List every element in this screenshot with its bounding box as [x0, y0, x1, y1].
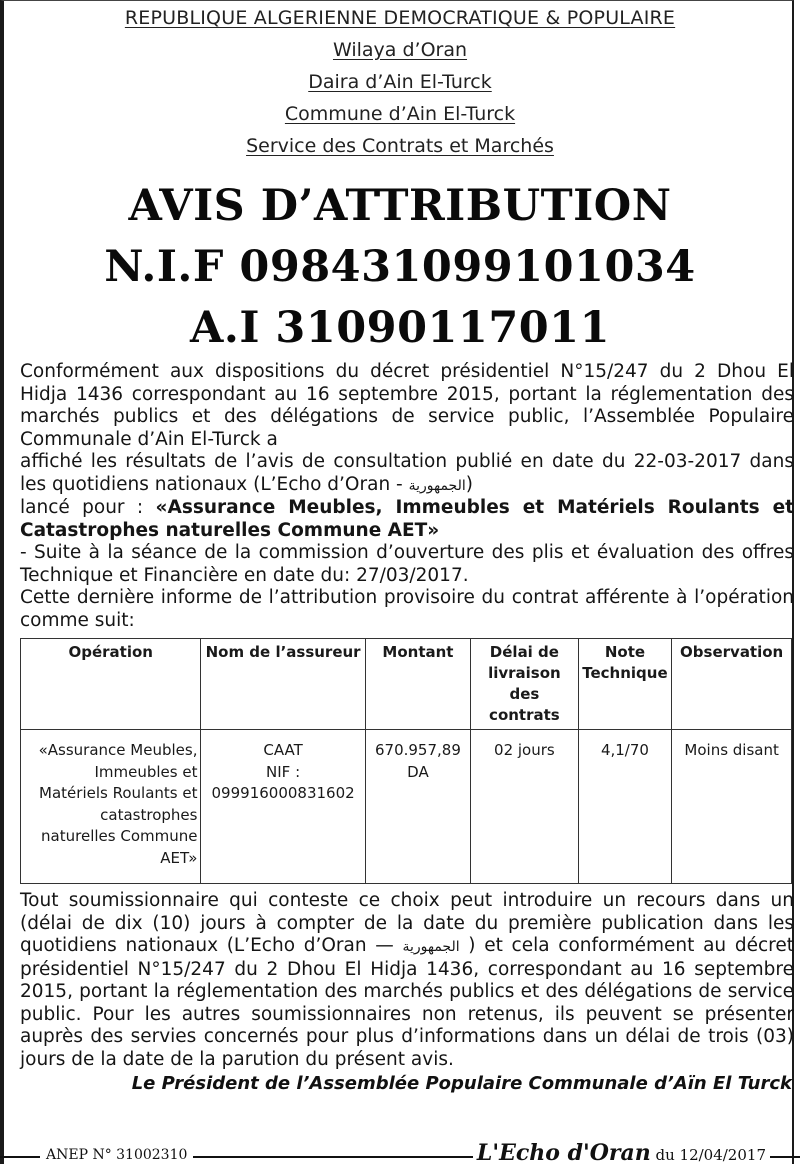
closing-paragraph [0, 890, 800, 1071]
body-paragraph-launch [20, 497, 794, 542]
closing-text [20, 890, 794, 1071]
signature-line: Le Président de l’Assemblée Populaire Communale d’Aïn El Turck [131, 1073, 792, 1094]
header-montant: Montant [365, 639, 470, 730]
body-paragraph-decree: Conformément aux dispositions du décret présidentiel N°15/247 du 2 Dhou El Hidja 1436 correspondant au 16 septembre 2015, portant la réglementation des marchés publics et des délégations de service public, l’Assemblée Populaire Communale d’Ain El-Turck a [20, 361, 794, 450]
cell-operation: «Assurance Meubles, Immeubles et Matériels Roulants et catastrophes naturelles Commune AET» [21, 730, 201, 884]
service-line: Service des Contrats et Marchés [246, 135, 554, 157]
newspaper-logo: L'Echo d'Oran [476, 1140, 651, 1166]
notice-title [0, 176, 800, 359]
cell-montant: 670.957,89 DA [365, 730, 470, 884]
header-delai: Délai de livraison des contrats [471, 639, 578, 730]
publication-date: du 12/04/2017 [655, 1146, 766, 1164]
body-paragraph-commission: - Suite à la séance de la commission d’ouverture des plis et évaluation des offres Technique et Financière en date du: 27/03/2017. [20, 542, 794, 586]
header-operation: Opération [21, 639, 201, 730]
results-text-end: ) [465, 473, 473, 495]
table-header-row [21, 639, 792, 730]
title-nif: N.I.F 098431099101034 [104, 242, 696, 292]
header-observation: Observation [672, 639, 792, 730]
cell-assureur [201, 730, 365, 884]
notice-content [0, 2, 800, 1094]
body-paragraph-attribution: Cette dernière informe de l’attribution provisoire du contrat afférente à l’opération comme suit: [20, 587, 794, 631]
assureur-name: CAAT [263, 741, 303, 759]
wilaya-line: Wilaya d’Oran [332, 39, 468, 61]
issuer-header [0, 2, 800, 162]
cell-observation: Moins disant [672, 730, 792, 884]
assureur-nif-label: NIF : [266, 762, 301, 781]
republic-line: REPUBLIQUE ALGERIENNE DEMOCRATIQUE & POPULAIRE [124, 7, 676, 29]
header-assureur: Nom de l’assureur [201, 639, 365, 730]
anep-number: ANEP N° 31002310 [40, 1144, 193, 1166]
closing-text-start: Tout soumissionnaire qui conteste ce choix peut introduire un recours dans un (délai de dix (10) jours à compter de la date du première publication dans les quotidiens nationaux (L’Echo d’Oran — [20, 890, 794, 956]
assureur-nif: 099916000831602 [211, 784, 355, 802]
commune-line: Commune d’Ain El-Turck [284, 103, 516, 125]
arabic-newspaper-name: الجمهورية [408, 477, 466, 494]
cell-note: 4,1/70 [578, 730, 672, 884]
title-ai: A.I 31090117011 [189, 303, 611, 353]
arabic-newspaper-name: الجمهورية [402, 939, 460, 955]
cell-delai: 02 jours [471, 730, 578, 884]
launch-text: lancé pour : [20, 497, 156, 518]
operation-title: «Assurance Meubles, Immeubles et Matériels Roulants et Catastrophes naturelles Commune AET» [20, 497, 794, 541]
notice-body [0, 361, 800, 632]
header-note: Note Technique [578, 639, 672, 730]
body-paragraph-results [20, 451, 794, 497]
attribution-table [20, 638, 792, 884]
newspaper-credit [473, 1140, 770, 1168]
table-row [21, 730, 792, 884]
title-avis: AVIS D’ATTRIBUTION [128, 181, 672, 231]
publication-footer [0, 1140, 800, 1168]
results-text: affiché les résultats de l’avis de consultation publié en date du 22-03-2017 dans les quotidiens nationaux (L’Echo d’Oran - [20, 451, 794, 495]
daira-line: Daira d’Ain El-Turck [308, 71, 492, 93]
closing-text-end: ) et cela conformément au décret présidentiel N°15/247 du 2 Dhou El Hidja 1436, correspondant au 16 septembre 2015, portant la réglementation des marchés publics et des délégations de service public. Pour les autres soumissionnaires non retenus, ils peuvent se présenter auprès des servies concernés pour plus d’informations dans un délai de trois (03) jours de la date de la parution du présent avis. [20, 935, 794, 1070]
